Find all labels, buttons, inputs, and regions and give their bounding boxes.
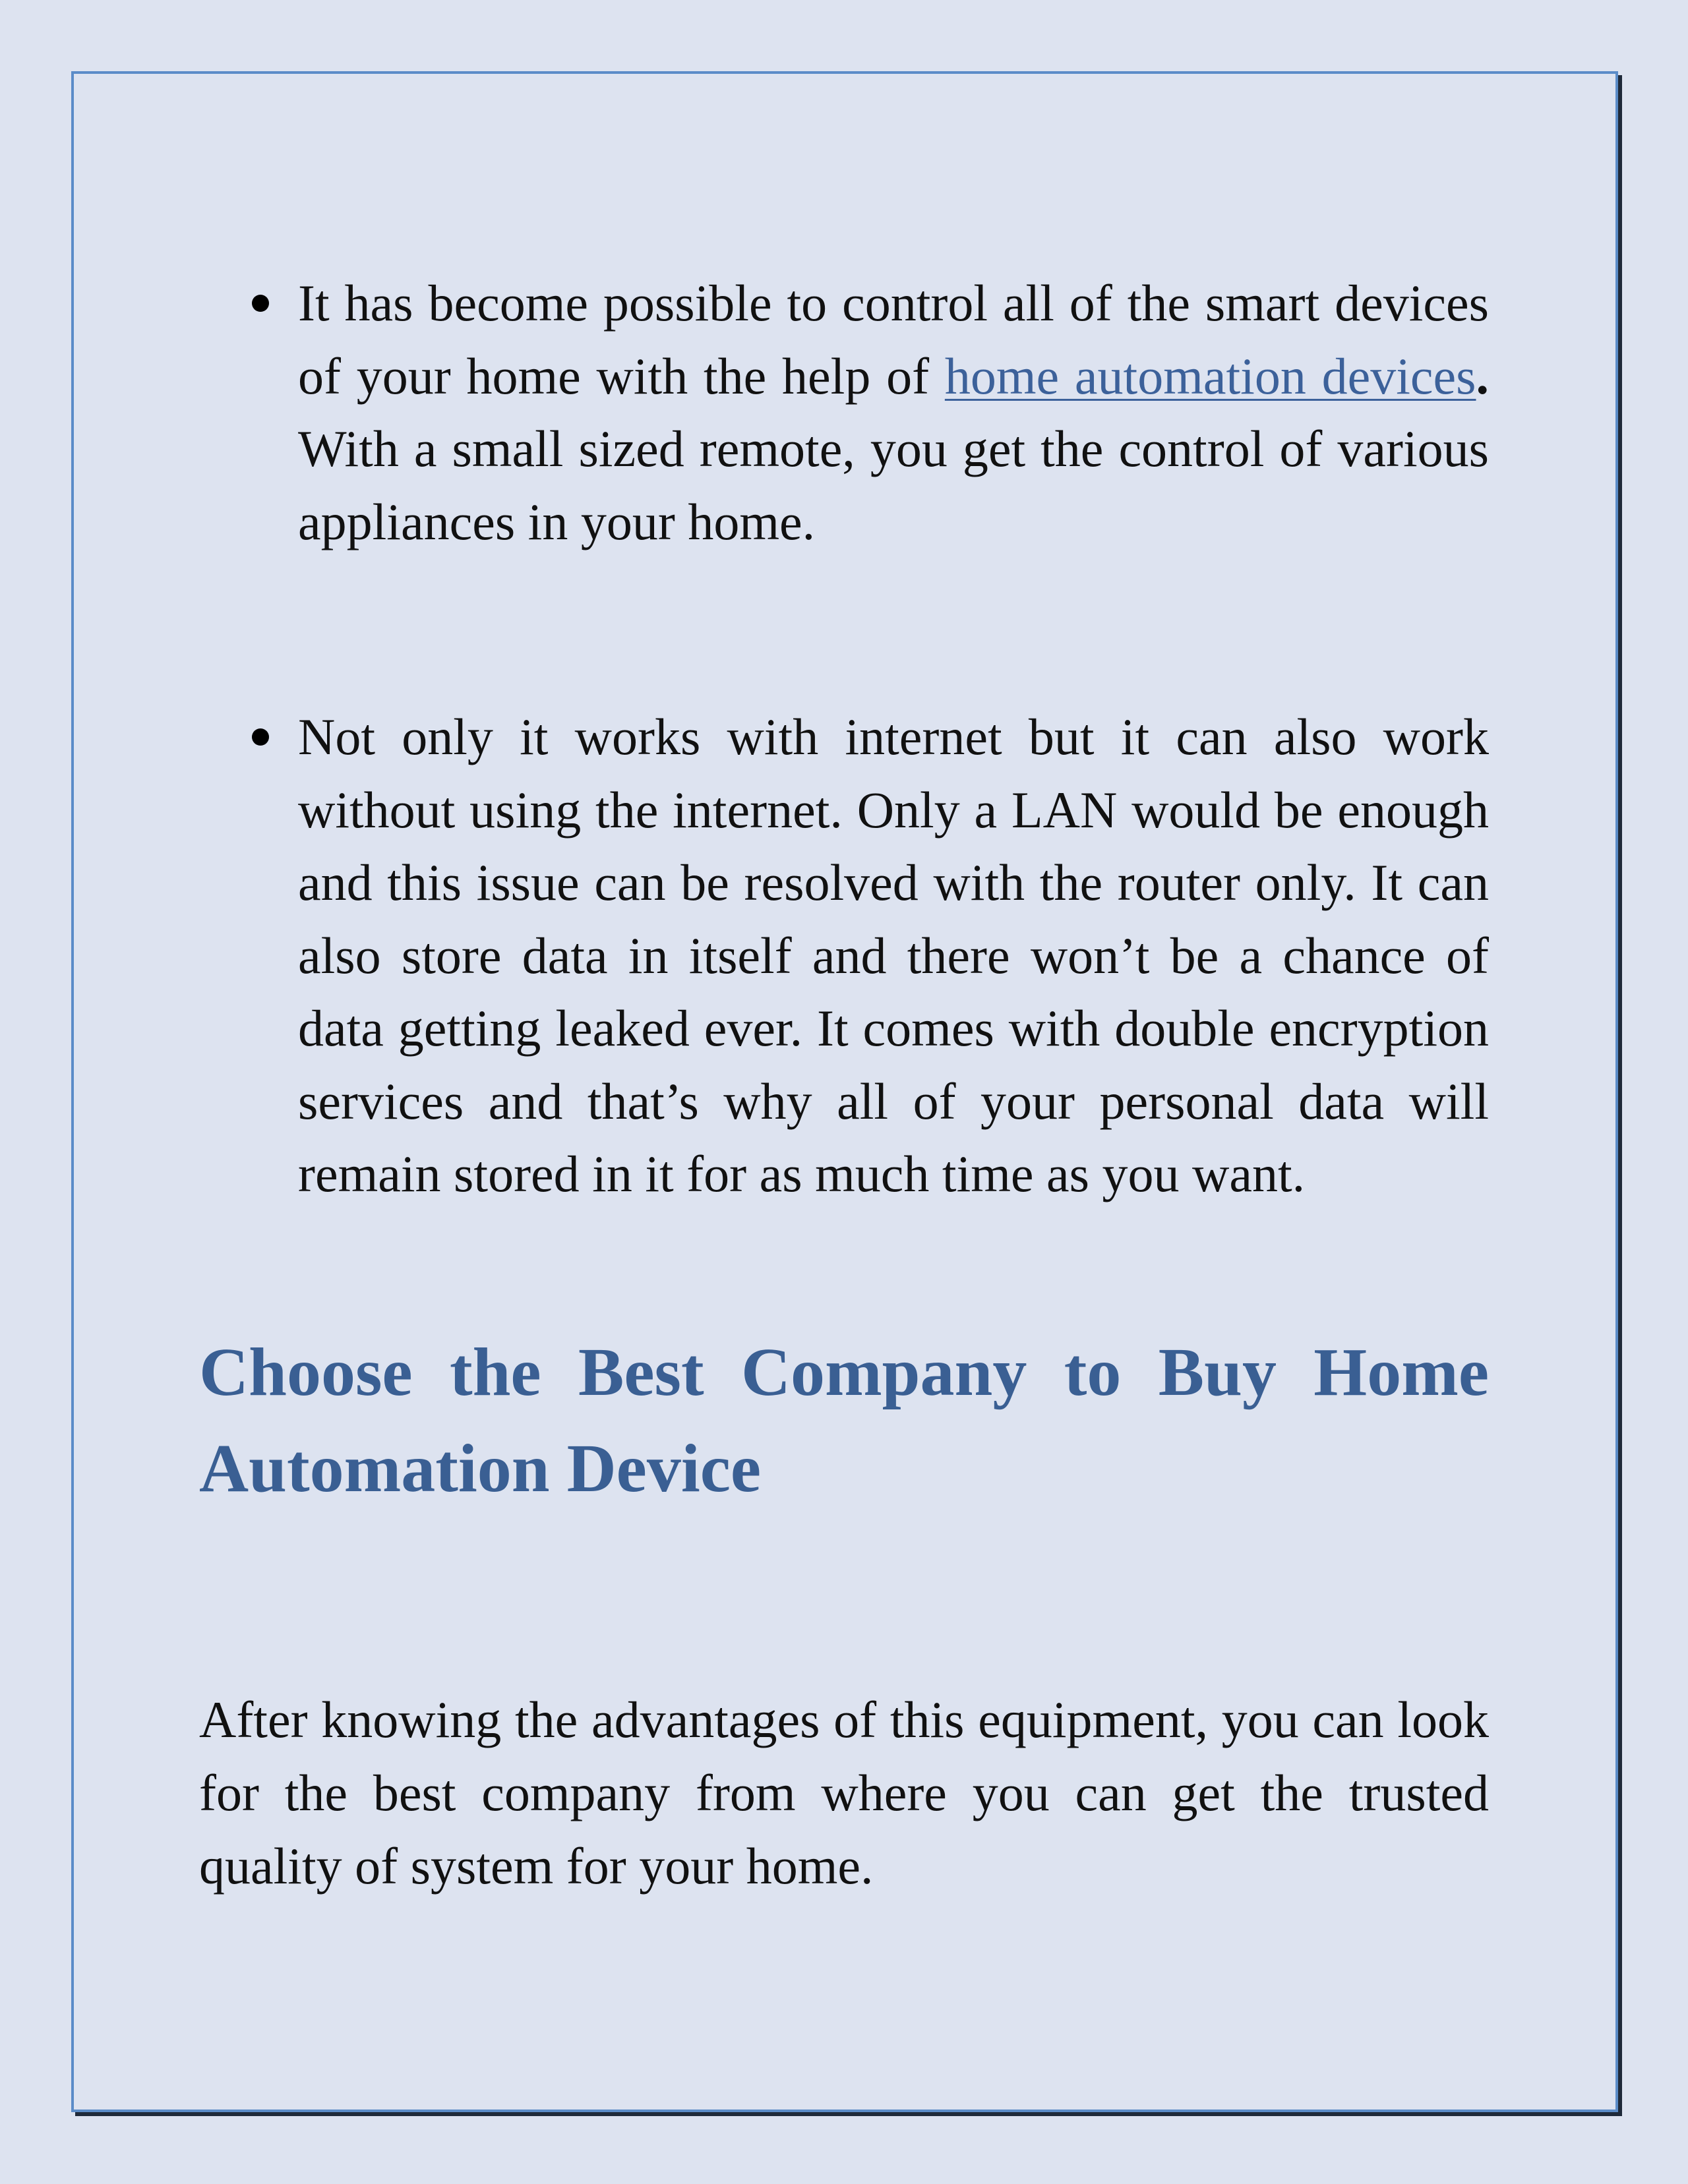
bullet-list — [199, 267, 1489, 1211]
bullet-text: Not only it works with internet but it can also work without using the internet. Only a LAN would be enough and this issue can be resolved with the router only. It can also store data in itself and there won’t be a chance of data getting leaked ever. It comes with double encryption services and that’s why all of your personal data will remain stored in it for as much time as you want. — [298, 708, 1489, 1202]
section-paragraph: After knowing the advantages of this equipment, you can look for the best company from where you can get the trusted quality of system for your home. — [199, 1690, 1489, 1895]
home-automation-devices-link[interactable]: home automation devices — [944, 347, 1476, 405]
bullet-text-after-link: With a small sized remote, you get the control of various appliances in your home. — [298, 420, 1489, 550]
list-item — [199, 701, 1489, 1211]
bullet-icon — [252, 295, 269, 312]
list-item — [199, 267, 1489, 558]
section-heading: Choose the Best Company to Buy Home Automation Device — [199, 1334, 1489, 1506]
bullet-icon — [252, 728, 269, 746]
bold-period: . — [1476, 347, 1489, 405]
document-content — [199, 267, 1489, 1903]
bullet-text-before-link: It has become possible to control all of the smart devices of your home with the help of — [298, 274, 1489, 405]
